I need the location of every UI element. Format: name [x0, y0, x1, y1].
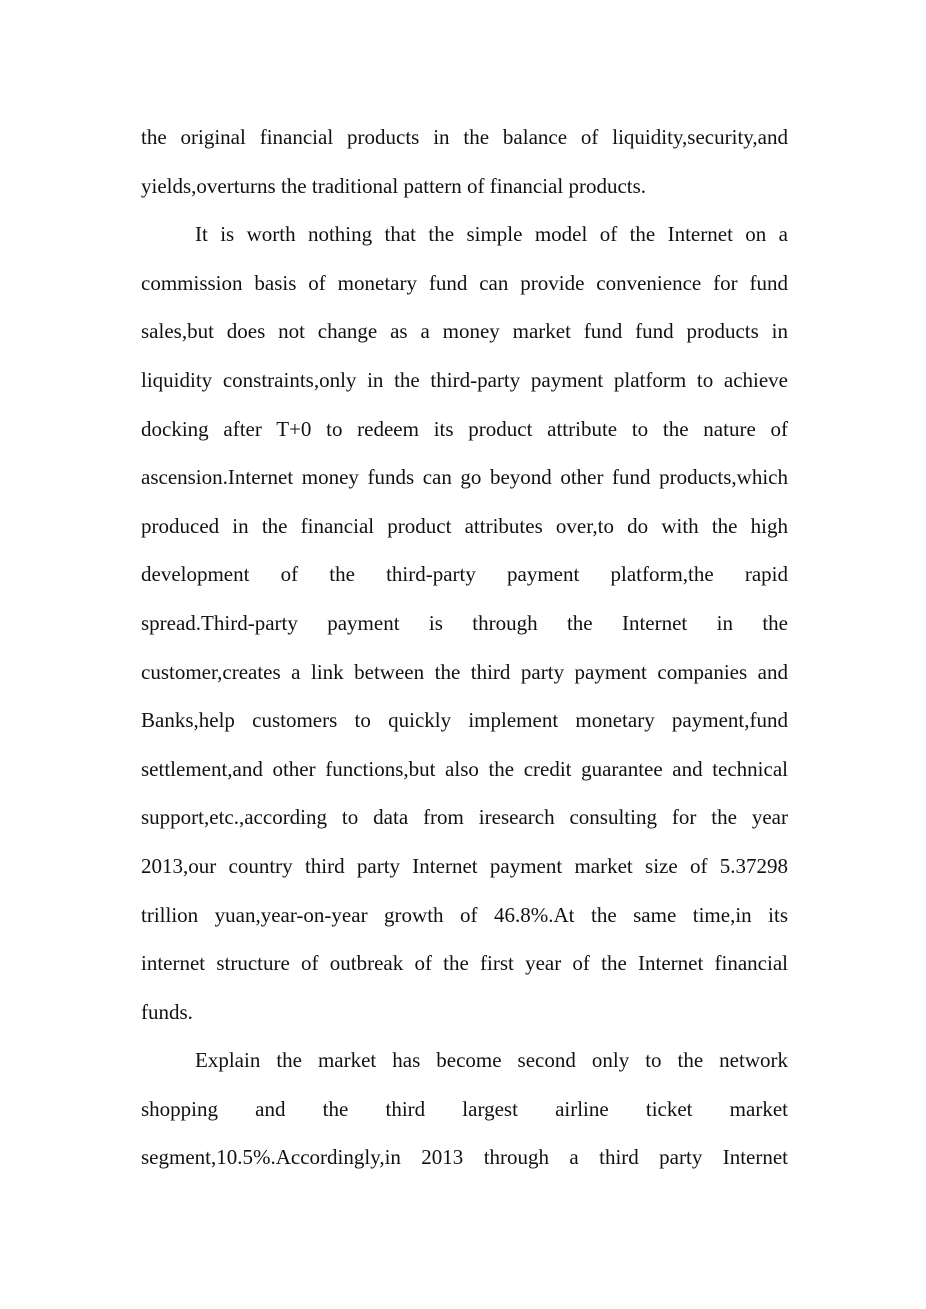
body-text	[141, 113, 788, 1182]
text-line: the original financial products in the balance of liquidity,security,and	[141, 125, 788, 149]
text-line: spread.Third-party payment is through the Internet in the	[141, 610, 788, 635]
text-line: customer,creates a link between the third party payment companies and	[141, 659, 788, 684]
text-line: Explain the market has become second only to the network	[195, 1048, 788, 1073]
text-line: Banks,help customers to quickly implement monetary payment,fund	[141, 708, 788, 733]
text-line: shopping and the third largest airline ticket market	[141, 1096, 788, 1121]
text-line: liquidity constraints,only in the third-party payment platform to achieve	[141, 367, 788, 392]
text-line: commission basis of monetary fund can provide convenience for fund	[141, 270, 788, 295]
text-line: It is worth nothing that the simple model of the Internet on a	[195, 222, 788, 247]
text-line: 2013,our country third party Internet payment market size of 5.37298	[141, 853, 788, 878]
text-line: yields,overturns the traditional pattern of financial products.	[141, 173, 647, 198]
text-line: development of the third-party payment platform,the rapid	[141, 562, 788, 587]
text-line: settlement,and other functions,but also the credit guarantee and technical	[141, 756, 788, 781]
text-line: produced in the financial product attributes over,to do with the high	[141, 513, 788, 538]
text-line: segment,10.5%.Accordingly,in 2013 through a third party Internet	[141, 1145, 788, 1170]
text-line: ascension.Internet money funds can go beyond other fund products,which	[141, 465, 788, 490]
text-line: sales,but does not change as a money market fund fund products in	[141, 319, 788, 344]
text-line: internet structure of outbreak of the first year of the Internet financial	[141, 951, 788, 976]
text-line: support,etc.,according to data from iresearch consulting for the year	[141, 805, 788, 830]
text-line: trillion yuan,year-on-year growth of 46.8%.At the same time,in its	[141, 902, 788, 927]
text-line: funds.	[141, 999, 193, 1024]
text-line: docking after T+0 to redeem its product attribute to the nature of	[141, 416, 788, 441]
